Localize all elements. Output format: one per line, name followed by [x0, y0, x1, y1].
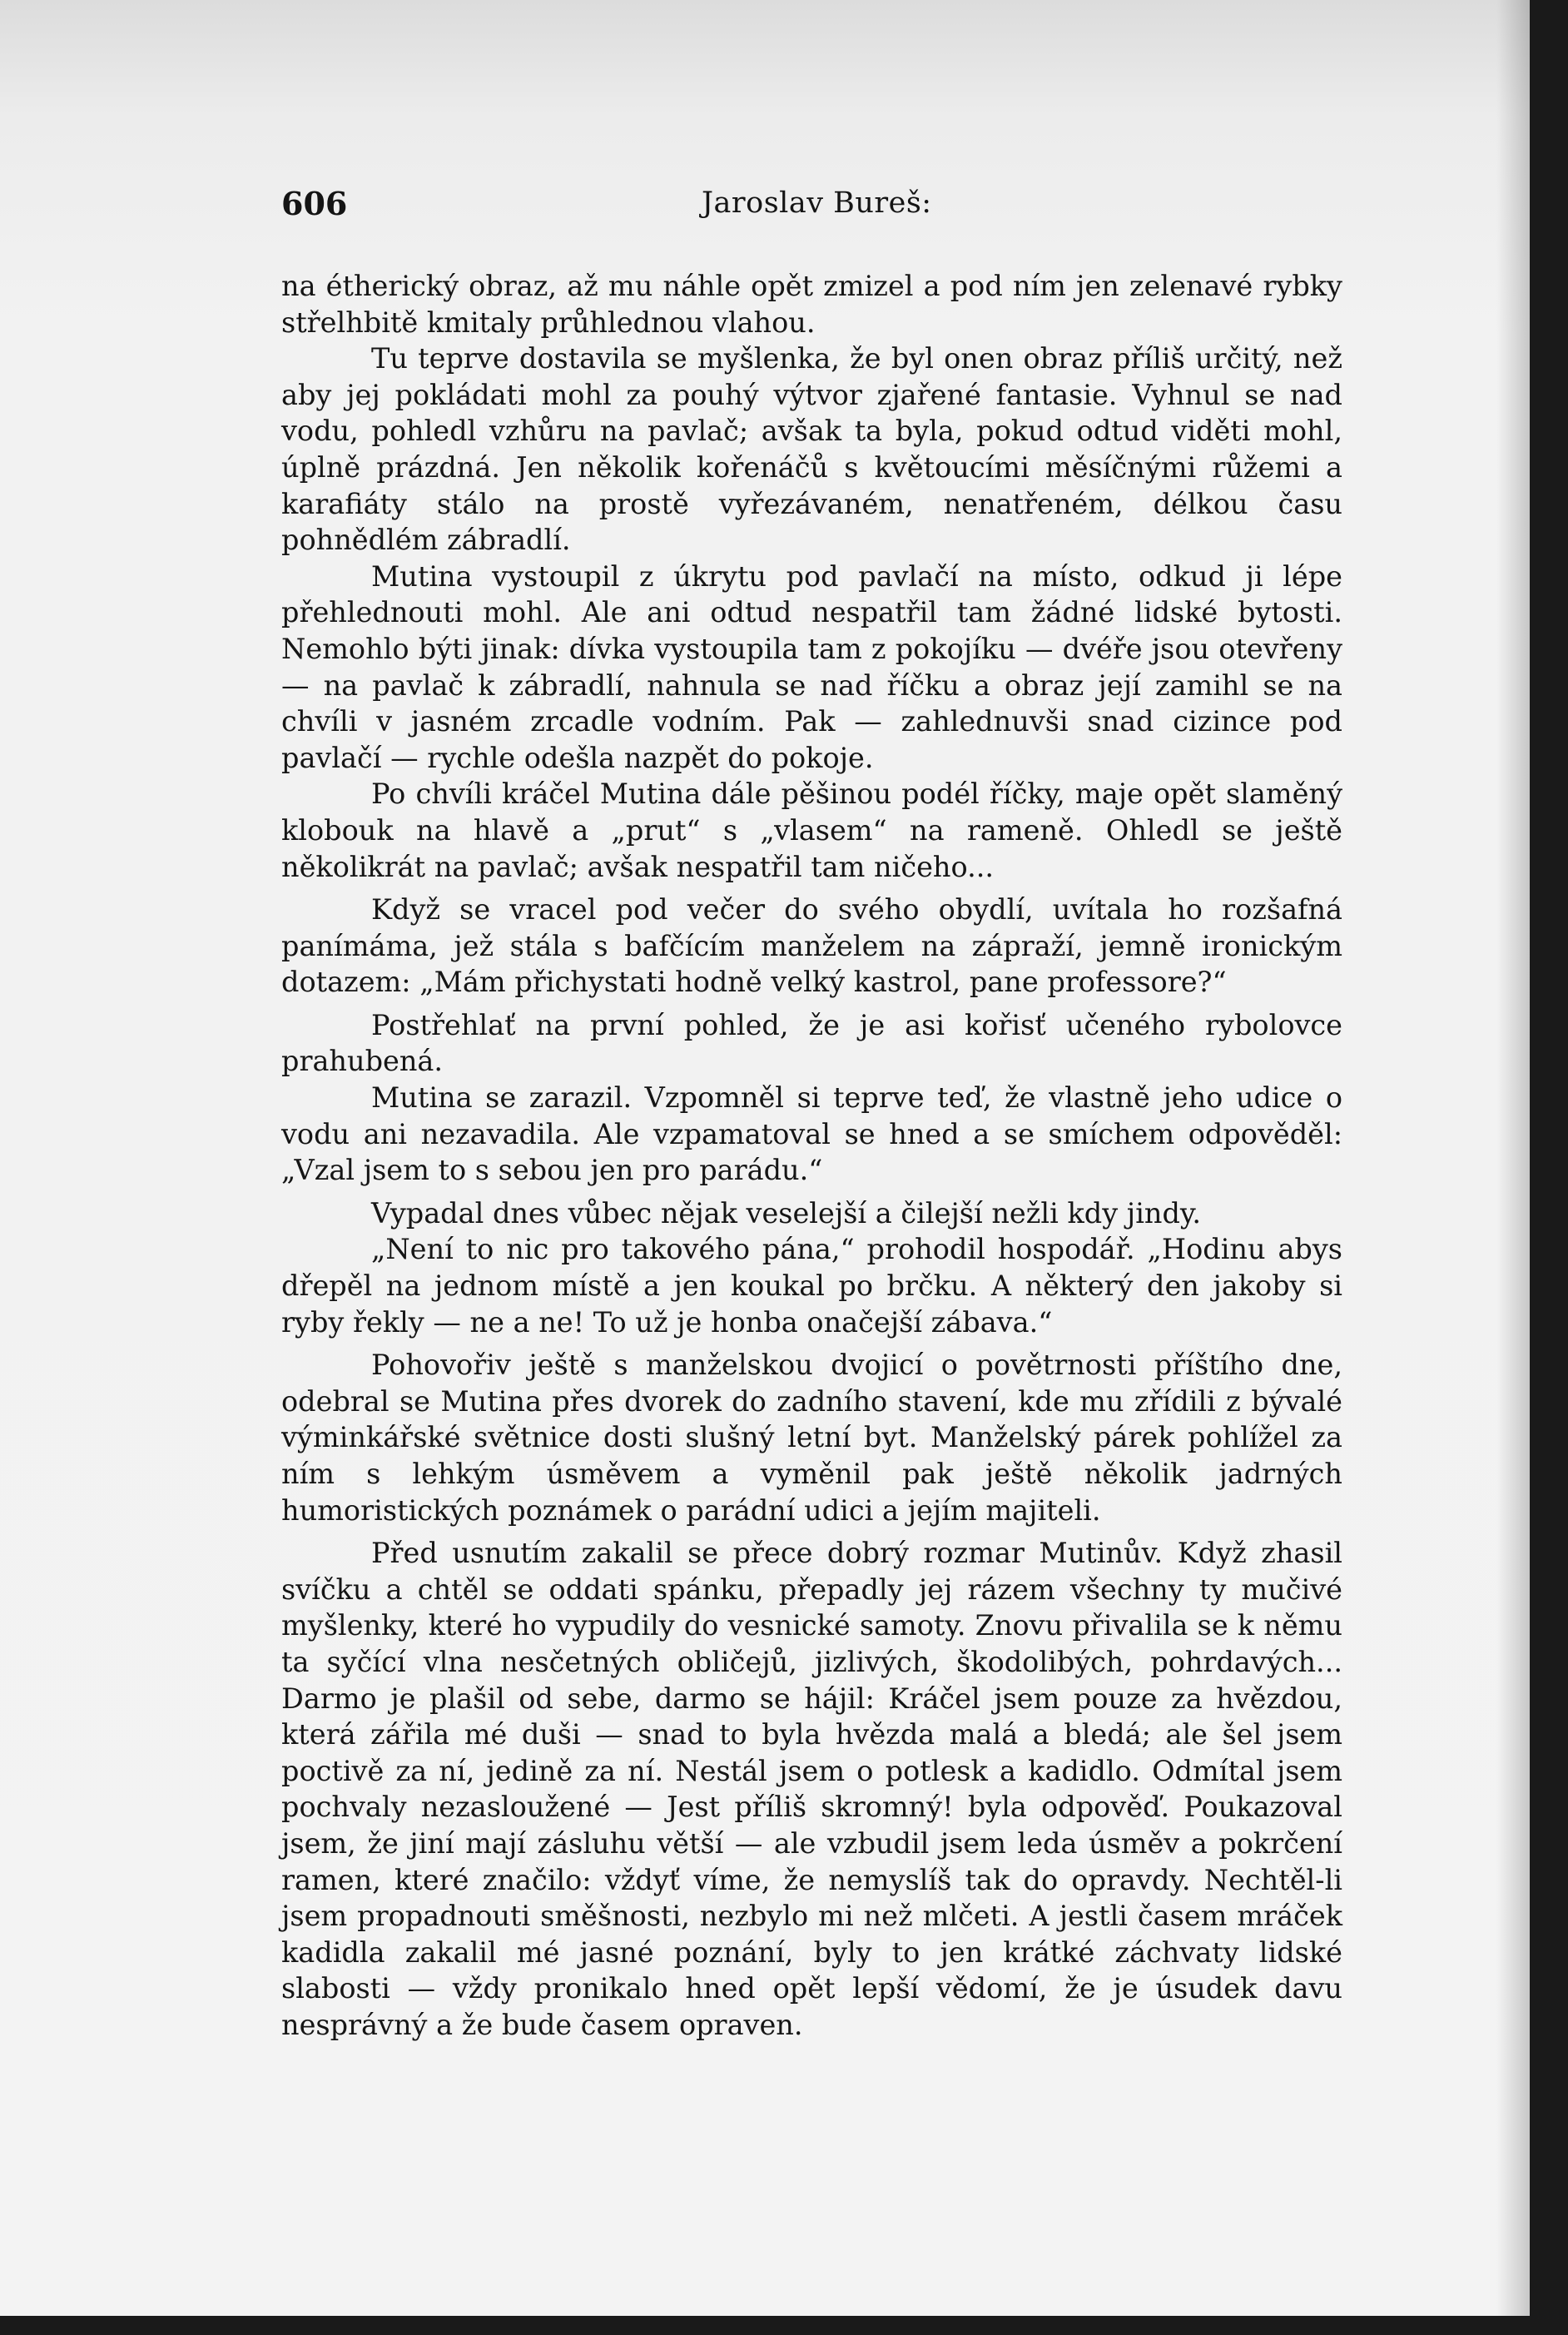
page-number: 606: [281, 185, 348, 222]
paragraph: Vypadal dnes vůbec nějak veselejší a čilejší nežli kdy jindy.: [371, 1196, 1202, 1230]
page-header: [281, 185, 1380, 226]
paragraph: Když se vracel pod večer do svého obydlí, uvítala ho rozšafná panímáma, jež stála s bafčícím manželem na zápraží, jemně ironickým dotazem: „Mám přichystati hodně velký kastrol, pane professore?“: [281, 893, 1342, 999]
paragraph: Před usnutím zakalil se přece dobrý rozmar Mutinův. Když zhasil svíčku a chtěl se oddati spánku, přepadly jej rázem všechny ty mučivé myšlenky, které ho vypudily do vesnické samoty. Znovu přivalila se k němu ta syčící vlna nesčetných obličejů, jizlivých, škodolibých, pohrdavých... Darmo je plašil od sebe, darmo se hájil: Kráčel jsem pouze za hvězdou, která zářila mé duši — snad to byla hvězda malá a bledá; ale šel jsem poctivě za ní, jedině za ní. Nestál jsem o potlesk a kadidlo. Odmítal jsem pochvaly nezasloužené — Jest příliš skromný! byla odpověď. Poukazoval jsem, že jiní mají zásluhu větší — ale vzbudil jsem leda úsměv a pokrčení ramen, které značilo: vždyť víme, že nemyslíš tak do opravdy. Nechtěl-li jsem propadnouti směšnosti, nezbylo mi než mlčeti. A jestli časem mráček kadidla zakalil mé jasné poznání, byly to jen krátké záchvaty lidské slabosti — vždy pronikalo hned opět lepší vědomí, že je úsudek davu nesprávný a že bude časem opraven.: [281, 1537, 1342, 2041]
paragraph: Postřehlať na první pohled, že je asi kořisť učeného rybolovce prahubená.: [281, 1008, 1342, 1078]
body-text: [281, 268, 1342, 2044]
paragraph: Pohovořiv ještě s manželskou dvojicí o povětrnosti příštího dne, odebral se Mutina přes dvorek do zadního stavení, kde mu zřídili z bývalé výminkářské světnice dosti slušný letní byt. Manželský párek pohlížel za ním s lehkým úsměvem a vyměnil pak ještě několik jadrných humoristických poznámek o parádní udici a jejím majiteli.: [281, 1349, 1342, 1527]
paragraph: Mutina se zarazil. Vzpomněl si teprve teď, že vlastně jeho udice o vodu ani nezavadila. Ale vzpamatoval se hned a se smíchem odpověděl: „Vzal jsem to s sebou jen pro parádu.“: [281, 1081, 1342, 1187]
paragraph: Mutina vystoupil z úkrytu pod pavlačí na místo, odkud ji lépe přehlednouti mohl. Ale ani odtud nespatřil tam žádné lidské bytosti. Nemohlo býti jinak: dívka vystoupila tam z pokojíku — dvéře jsou otevřeny — na pavlač k zábradlí, nahnula se nad říčku a obraz její zamihl se na chvíli v jasném zrcadle vodním. Pak — zahlednuvši snad cizince pod pavlačí — rychle odešla nazpět do pokoje.: [281, 559, 1342, 774]
paragraph: na étherický obraz, až mu náhle opět zmizel a pod ním jen zelenavé rybky střelhbitě kmitaly průhlednou vlahou.: [281, 270, 1342, 339]
paragraph: Tu teprve dostavila se myšlenka, že byl onen obraz příliš určitý, než aby jej pokládati mohl za pouhý výtvor zjařené fantasie. Vyhnul se nad vodu, pohledl vzhůru na pavlač; avšak ta byla, pokud odtud viděti mohl, úplně prázdná. Jen několik kořenáčů s květoucími měsíčnými růžemi a karafiáty stálo na prostě vyřezávaném, nenatřeném, délkou času pohnědlém zábradlí.: [281, 342, 1342, 557]
paragraph: „Není to nic pro takového pána,“ prohodil hospodář. „Hodinu abys dřepěl na jednom místě a jen koukal po brčku. A některý den jakoby si ryby řekly — ne a ne! To už je honba onačejší zábava.“: [281, 1233, 1342, 1339]
running-head: Jaroslav Bureš:: [702, 186, 932, 220]
paragraph: Po chvíli kráčel Mutina dále pěšinou podél říčky, maje opět slaměný klobouk na hlavě a „prut“ s „vlasem“ na rameně. Ohledl se ještě několikrát na pavlač; avšak nespatřil tam ničeho...: [281, 778, 1342, 883]
